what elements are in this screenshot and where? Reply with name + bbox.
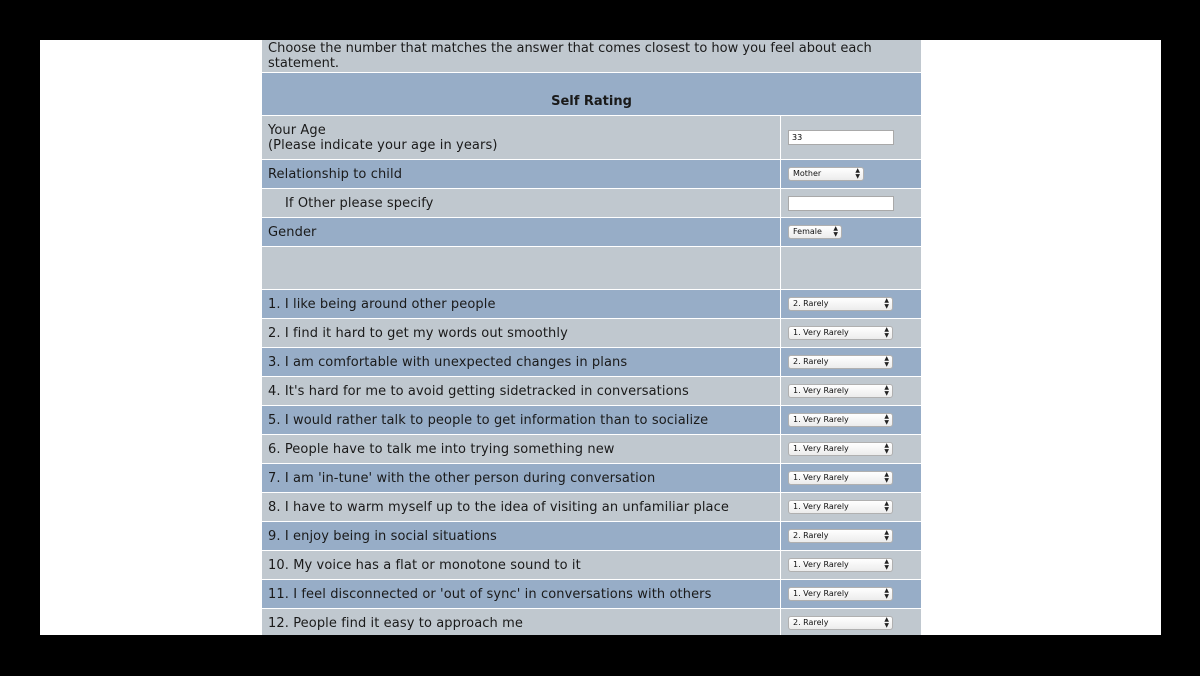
question-answer-cell: [781, 551, 921, 579]
question-answer-cell: [781, 609, 921, 635]
question-row-11: [262, 580, 921, 609]
select-arrows-icon: ▲ ▼: [884, 558, 889, 571]
question-row-2: [262, 319, 921, 348]
select-arrows-icon: ▲ ▼: [855, 167, 860, 180]
question-row-3: [262, 348, 921, 377]
question-1-answer-select[interactable]: [788, 297, 893, 311]
age-label-line1: Your Age: [268, 122, 326, 138]
question-answer-value: 1. Very Rarely: [793, 502, 849, 511]
question-answer-value: 2. Rarely: [793, 618, 829, 627]
question-row-1: [262, 290, 921, 319]
spacer-cell-left: [262, 247, 781, 289]
age-input[interactable]: 33: [788, 130, 894, 145]
instructions-text: Choose the number that matches the answer that comes closest to how you feel about each statement.: [262, 40, 921, 73]
gender-label: Gender: [262, 218, 781, 246]
section-title: Self Rating: [262, 73, 921, 116]
relationship-label: Relationship to child: [262, 160, 781, 188]
select-arrows-icon: ▲ ▼: [884, 616, 889, 629]
question-text: 7. I am 'in-tune' with the other person during conversation: [262, 464, 781, 492]
question-text: 10. My voice has a flat or monotone sound to it: [262, 551, 781, 579]
question-answer-value: 1. Very Rarely: [793, 415, 849, 424]
question-text: 12. People find it easy to approach me: [262, 609, 781, 635]
age-label-line2: (Please indicate your age in years): [268, 137, 498, 153]
select-arrows-icon: ▲ ▼: [884, 297, 889, 310]
other-specify-label: If Other please specify: [262, 189, 781, 217]
question-8-answer-select[interactable]: [788, 500, 893, 514]
question-text: 2. I find it hard to get my words out smoothly: [262, 319, 781, 347]
self-rating-form: [262, 40, 921, 635]
question-text: 8. I have to warm myself up to the idea of visiting an unfamiliar place: [262, 493, 781, 521]
question-7-answer-select[interactable]: [788, 471, 893, 485]
question-text: 6. People have to talk me into trying something new: [262, 435, 781, 463]
question-text: 11. I feel disconnected or 'out of sync' in conversations with others: [262, 580, 781, 608]
question-answer-cell: [781, 377, 921, 405]
browser-viewport: [40, 40, 1161, 635]
gender-answer-cell: [781, 218, 921, 246]
relationship-answer-cell: [781, 160, 921, 188]
select-arrows-icon: ▲ ▼: [884, 326, 889, 339]
question-row-12: [262, 609, 921, 635]
question-answer-value: 1. Very Rarely: [793, 444, 849, 453]
gender-select[interactable]: [788, 225, 842, 239]
question-row-5: [262, 406, 921, 435]
question-text: 4. It's hard for me to avoid getting sidetracked in conversations: [262, 377, 781, 405]
question-row-6: [262, 435, 921, 464]
question-answer-cell: [781, 522, 921, 550]
select-arrows-icon: ▲ ▼: [884, 587, 889, 600]
spacer-row: [262, 247, 921, 290]
other-specify-row: [262, 189, 921, 218]
question-answer-cell: [781, 319, 921, 347]
question-row-8: [262, 493, 921, 522]
other-specify-input[interactable]: [788, 196, 894, 211]
question-6-answer-select[interactable]: [788, 442, 893, 456]
relationship-select-value: Mother: [793, 169, 822, 178]
question-answer-value: 1. Very Rarely: [793, 560, 849, 569]
gender-row: [262, 218, 921, 247]
question-text: 3. I am comfortable with unexpected changes in plans: [262, 348, 781, 376]
gender-select-value: Female: [793, 227, 822, 236]
question-2-answer-select[interactable]: [788, 326, 893, 340]
question-row-9: [262, 522, 921, 551]
other-specify-answer-cell: [781, 189, 921, 217]
question-answer-value: 1. Very Rarely: [793, 589, 849, 598]
question-answer-cell: [781, 493, 921, 521]
relationship-select[interactable]: [788, 167, 864, 181]
question-text: 5. I would rather talk to people to get information than to socialize: [262, 406, 781, 434]
question-text: 1. I like being around other people: [262, 290, 781, 318]
question-row-10: [262, 551, 921, 580]
question-answer-cell: [781, 580, 921, 608]
select-arrows-icon: ▲ ▼: [833, 225, 838, 238]
age-row: [262, 116, 921, 160]
select-arrows-icon: ▲ ▼: [884, 413, 889, 426]
question-11-answer-select[interactable]: [788, 587, 893, 601]
question-answer-cell: [781, 348, 921, 376]
question-answer-value: 1. Very Rarely: [793, 473, 849, 482]
question-answer-cell: [781, 464, 921, 492]
question-5-answer-select[interactable]: [788, 413, 893, 427]
question-answer-value: 1. Very Rarely: [793, 386, 849, 395]
select-arrows-icon: ▲ ▼: [884, 500, 889, 513]
relationship-row: [262, 160, 921, 189]
question-3-answer-select[interactable]: [788, 355, 893, 369]
select-arrows-icon: ▲ ▼: [884, 442, 889, 455]
question-9-answer-select[interactable]: [788, 529, 893, 543]
question-12-answer-select[interactable]: [788, 616, 893, 630]
question-text: 9. I enjoy being in social situations: [262, 522, 781, 550]
question-answer-value: 2. Rarely: [793, 299, 829, 308]
question-10-answer-select[interactable]: [788, 558, 893, 572]
age-label: [262, 116, 781, 159]
select-arrows-icon: ▲ ▼: [884, 355, 889, 368]
age-answer-cell: [781, 116, 921, 159]
question-row-4: [262, 377, 921, 406]
spacer-cell-right: [781, 247, 921, 289]
question-answer-cell: [781, 290, 921, 318]
select-arrows-icon: ▲ ▼: [884, 529, 889, 542]
question-list: [262, 290, 921, 635]
question-row-7: [262, 464, 921, 493]
question-4-answer-select[interactable]: [788, 384, 893, 398]
question-answer-value: 1. Very Rarely: [793, 328, 849, 337]
question-answer-cell: [781, 435, 921, 463]
select-arrows-icon: ▲ ▼: [884, 471, 889, 484]
select-arrows-icon: ▲ ▼: [884, 384, 889, 397]
question-answer-value: 2. Rarely: [793, 357, 829, 366]
question-answer-cell: [781, 406, 921, 434]
question-answer-value: 2. Rarely: [793, 531, 829, 540]
